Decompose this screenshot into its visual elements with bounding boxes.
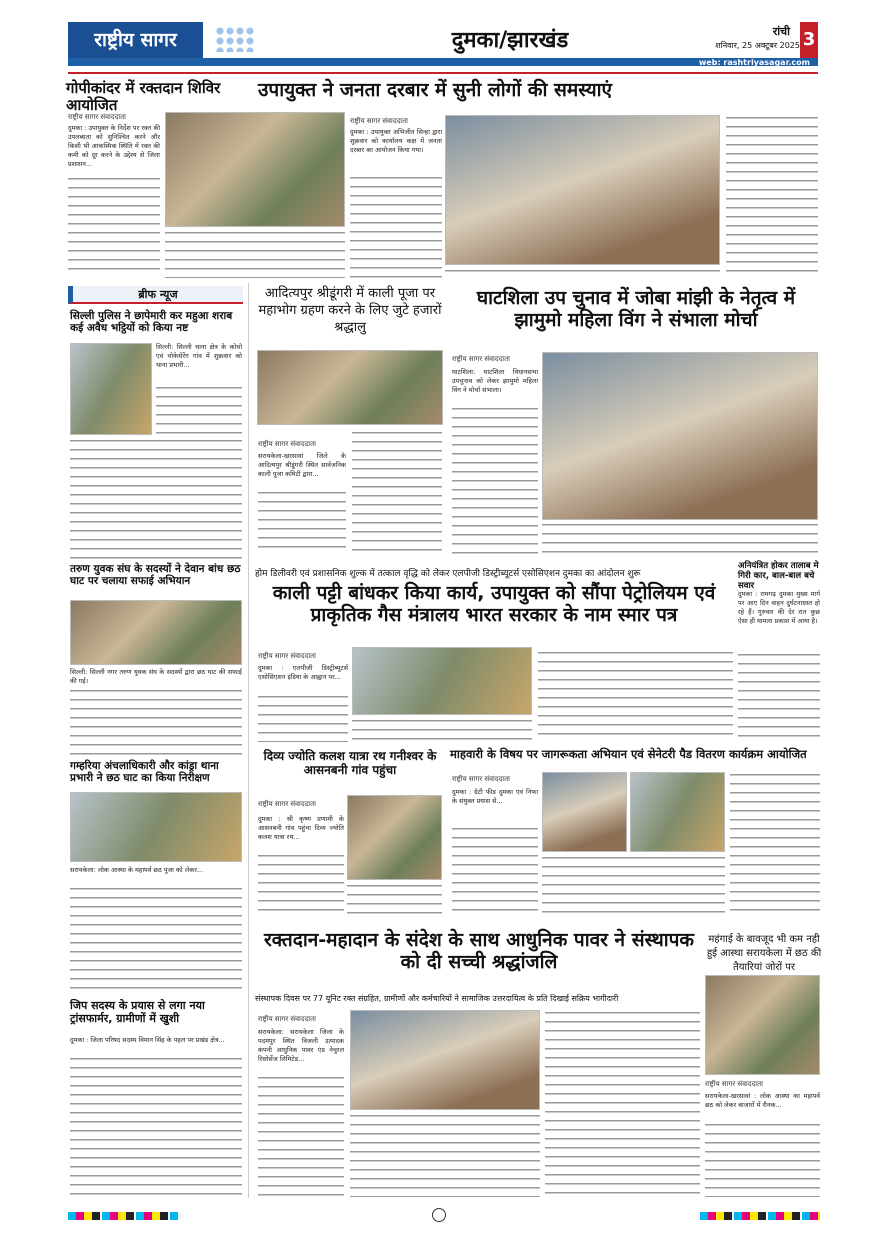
article-body [726,115,818,278]
article-lead: दुमका : ग्रेटी फीड दुमका एवं निफा के संयुक्त प्रयास से... [452,788,538,805]
website-link[interactable]: web: rashtriyasagar.com [698,58,810,67]
article-body [545,1010,700,1197]
article-lead: सरायकेला-खरसावां जिले के आदित्यपुर श्रीडूंगरी स्थित सार्वजनिक काली पूजा कमिटी द्वारा... [258,452,346,478]
color-registration-strip [700,1212,820,1220]
byline: राष्ट्रीय सागर संवाददाता [452,355,510,363]
headline: सिल्ली पुलिस ने छापेमारी कर महुआ शराब कई अवैध भट्ठियों को किया नष्ट [70,310,233,335]
photo-chhath-ghat [70,600,242,665]
article-body [350,1113,540,1197]
edition-date: शनिवार, 25 अक्टूबर 2025 [715,41,800,50]
headline: काली पट्टी बांधकर किया कार्य, उपायुक्त को सौंपा पेट्रोलियम एवं प्राकृतिक गैस मंत्रालय भारत सरकार के नाम स्मार पत्र [272,582,716,626]
article-body [258,490,346,555]
headline: जिप सदस्य के प्रयास से लगा नया ट्रांसफार्मर, ग्रामीणों में खुशी [70,999,205,1025]
edition-city: रांची [772,25,790,38]
photo-mahila-wing [542,352,818,520]
decorative-dots-icon [215,26,255,52]
article-body [258,853,344,918]
article-lead: दुमका : उपायुक्त के निर्देश पर रक्त की उपलब्धता को सुनिश्चित करने और किसी भी आकस्मिक स्थिति में रक्त की कमी को दूर करने के उद्देश्य से जिला प्रशासन... [68,124,160,168]
photo-chhath-market [705,975,820,1075]
article-body [730,772,820,918]
headline: उपायुक्त ने जनता दरबार में सुनी लोगों की समस्याएं [258,79,613,101]
headline: गोपीकांदर में रक्तदान शिविर आयोजित [66,79,221,115]
byline: राष्ट्रीय सागर संवाददाता [452,775,510,783]
divider [68,72,818,74]
byline: राष्ट्रीय सागर संवाददाता [350,117,408,125]
article-lead: दुमका : उपायुक्त अभिजीत सिन्हा द्वारा शुक्रवार को कार्यालय कक्ष में जनता दरबार का आयोजन किया गया। [350,128,442,154]
photo-blood-donation [165,112,345,227]
photo-kalash-yatra [347,795,442,880]
article-body [738,652,820,744]
article-lead: सरायकेला: लोक आस्था के महापर्व छठ पूजा को लेकर... [70,866,204,874]
article-body [70,1056,242,1196]
headline: दिव्य ज्योति कलश यात्रा रथ गनीश्वर के आसनबनी गांव पहुंचा [263,749,437,777]
article-lead: सरायकेला: सरायकेला जिला के पदमपुर स्थित विजली उत्पादक कंपनी आधुनिक पावर एंड नेचुरल रिसोर्सेज लिमिटेड... [258,1028,344,1063]
article-body [258,1075,344,1197]
article-body [452,826,538,918]
article-body [538,650,733,742]
article-body [258,694,348,742]
article-body [70,886,242,996]
article-lead: सिल्ली: सिल्ली नगर तरुण युवक संघ के सदस्यों द्वारा छठ घाट की सफाई की गई। [70,668,242,685]
photo-blood-donation-power [350,1010,540,1110]
photo-lpg-protest [352,647,532,715]
photo-awareness-1 [542,772,627,852]
headline: गम्हरिया अंचलाधिकारी और कांड्रा थाना प्रभारी ने छठ घाट का किया निरीक्षण [70,760,219,785]
kicker: संस्थापक दिवस पर 77 यूनिट रक्त संग्रहित, ग्रामीणों और कर्मचारियों ने सामाजिक उत्तरदायित्व के प्रति दिखाई सक्रिय भागीदारी [255,994,619,1003]
article-body [705,1122,820,1197]
headline: रक्तदान-महादान के संदेश के साथ आधुनिक पावर ने संस्थापक को दी सच्ची श्रद्धांजलि [263,929,695,973]
article-body [542,855,725,918]
article-lead: घाटशिला: घाटशिला विधानसभा उपचुनाव को लेकर झामुमो महिला विंग ने मोर्चा संभाला। [452,368,538,394]
column-divider [248,283,249,1198]
article-lead: दुमका : रामगढ़ दुमका मुख्य मार्ग पर आए दिन वाहन दुर्घटनाग्रस्त हो रहे हैं। गुरुवार की देर रात कुछ ऐसा ही मामला प्रकाश में आया है। [738,590,820,625]
byline: राष्ट्रीय सागर संवाददाता [258,652,316,660]
photo-awareness-2 [630,772,725,852]
article-lead: सिल्ली: सिल्ली थाना क्षेत्र के कोचो एवं चोकेसेरेंग गांव में शुक्रवार को थाना प्रभारी... [156,343,242,369]
photo-janata-darbar [445,115,720,265]
page-number: 3 [800,22,818,58]
byline: राष्ट्रीय सागर संवाददाता [258,1015,316,1023]
article-lead: दुमका : एलपीजी डिस्ट्रीब्यूटर्स एसोसिएशन इंडिया के आह्वान पर... [258,664,348,681]
article-body [352,430,442,555]
article-body [542,522,818,554]
brief-news-label: ब्रीफ न्यूज [68,286,243,304]
article-body [70,438,242,560]
photo-kali-puja [257,350,443,425]
article-body [452,406,538,554]
photo-caption [445,268,720,278]
article-lead: दुमका : श्री कृष्ण प्रणामी के आसनबनी गांव पहुंचा दिव्य ज्योति कलश यात्रा रथ... [258,815,344,841]
article-body [352,718,532,742]
photo-inspection [70,792,242,862]
newspaper-logo: राष्ट्रीय सागर [68,22,203,58]
article-body [350,175,442,278]
article-body [347,883,442,918]
section-title: दुमका/झारखंड [380,24,640,58]
article-body [156,385,242,435]
byline: राष्ट्रीय सागर संवाददाता [258,440,316,448]
article-body [68,176,160,276]
headline: तरुण युवक संघ के सदस्यों ने देवान बांध छठ घाट पर चलाया सफाई अभियान [70,563,241,588]
headline: महंगाई के बावजूद भी कम नही हुई आस्था सरायकेला में छठ की तैयारियां जोरों पर [706,934,822,973]
article-body [70,688,242,756]
article-body [165,230,345,278]
byline: राष्ट्रीय सागर संवाददाता [705,1080,763,1088]
headline: माहवारी के विषय पर जागरूकता अभियान एवं सेनेटरी पैड वितरण कार्यक्रम आयोजित [450,747,807,761]
headline: आदित्यपुर श्रीडूंगरी में काली पूजा पर महाभोग ग्रहण करने के लिए जुटे हजारों श्रद्धालु [258,286,442,335]
photo-raid [70,343,152,435]
byline: राष्ट्रीय सागर संवाददाता [258,800,316,808]
article-lead: सरायकेला-खरसावां : लोक आस्था का महापर्व छठ को लेकर बाजारों में रौनक... [705,1092,820,1109]
byline: राष्ट्रीय सागर संवाददाता [68,113,126,121]
article-lead: दुमका : जिला परिषद सदस्य विमान सिंह के पहल पर प्रखंड क्षेत्र... [70,1036,225,1044]
crosshair-icon [432,1208,446,1222]
kicker: होम डिलीवरी एवं प्रशासनिक शुल्क में तत्काल वृद्धि को लेकर एलपीजी डिस्ट्रीब्यूटर्स एसोसिएशन दुमका का आंदोलन शुरू [255,569,641,579]
headline: घाटशिला उप चुनाव में जोबा मांझी के नेतृत्व में झामुमो महिला विंग ने संभाला मोर्चा [476,287,796,331]
color-registration-strip [68,1212,178,1220]
headline: अनियंत्रित होकर तालाब मे गिरी कार, बाल-बाल बचे सवार [738,561,819,591]
